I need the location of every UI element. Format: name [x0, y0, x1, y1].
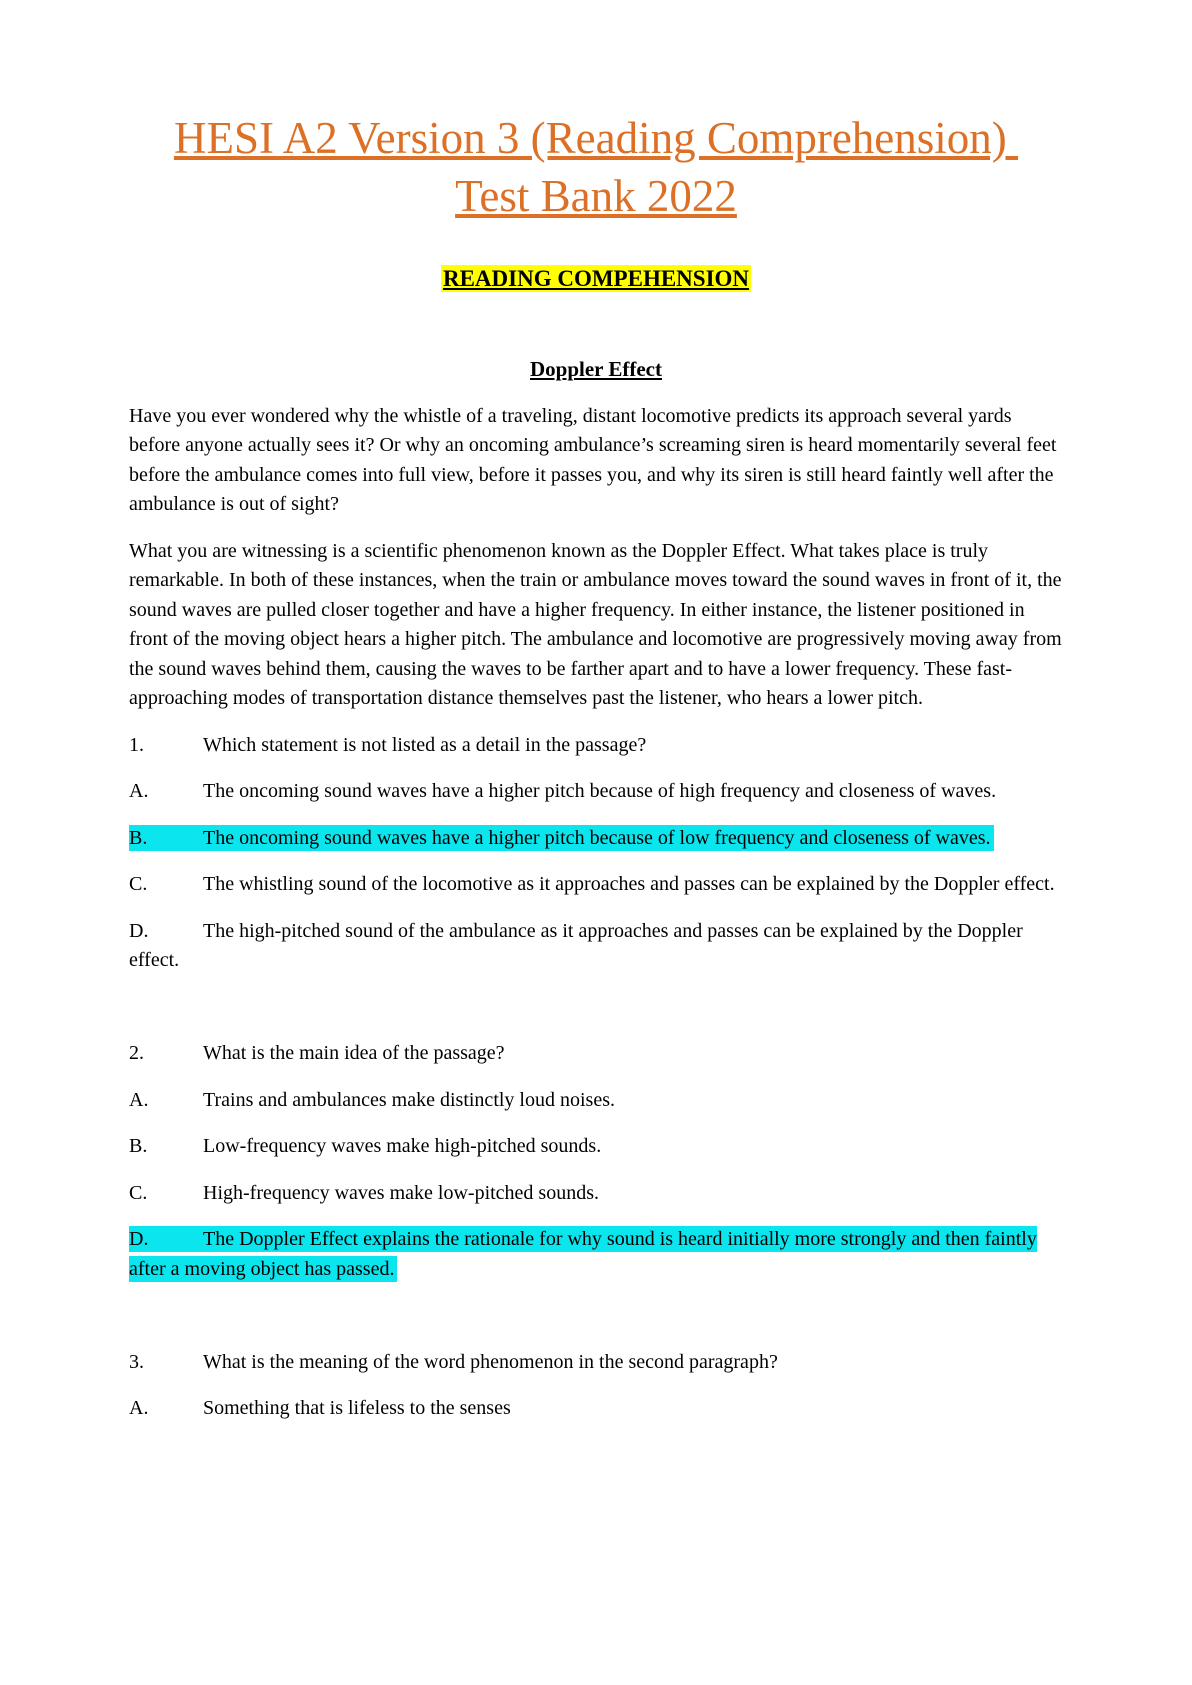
- question-2-option-a-text: Trains and ambulances make distinctly loud noises.: [203, 1088, 615, 1111]
- question-2-option-c-label: C.: [129, 1181, 148, 1204]
- question-2-option-a-label: A.: [129, 1088, 149, 1111]
- question-1-option-a-text: The oncoming sound waves have a higher pitch because of high frequency and closeness of waves.: [203, 780, 997, 802]
- document-title: [129, 109, 1063, 225]
- document-title-line-2: Test Bank 2022: [455, 171, 737, 221]
- question-2-option-a: [129, 1086, 1063, 1116]
- question-2-option-b-label: B.: [129, 1135, 148, 1157]
- question-1-option-b-label: B.: [129, 826, 148, 849]
- question-1-option-a: [129, 777, 1063, 807]
- section-heading: [129, 264, 1063, 294]
- question-1-option-c: [129, 870, 1063, 900]
- spacer: [129, 1301, 1063, 1331]
- question-2-option-b-text: Low-frequency waves make high-pitched sounds.: [203, 1135, 602, 1157]
- question-1-option-b-text: The oncoming sound waves have a higher pitch because of low frequency and closeness of waves.: [203, 826, 991, 849]
- passage-heading: Doppler Effect: [530, 357, 662, 381]
- question-2-option-d-label: D.: [129, 1228, 149, 1250]
- question-1-option-d-label: D.: [129, 919, 149, 942]
- question-2-option-c: [129, 1179, 1063, 1209]
- question-1-text: Which statement is not listed as a detail in the passage?: [203, 733, 647, 756]
- passage-paragraph-1: Have you ever wondered why the whistle of a traveling, distant locomotive predicts its approach several yards before anyone actually sees it? Or why an oncoming ambulance’s screaming siren is heard momentarily several feet before the ambulance comes into full view, before it passes you, and why its siren is still heard faintly well after the ambulance is out of sight?: [129, 404, 1057, 515]
- section-heading-highlight: READING COMPEHENSION: [442, 266, 750, 291]
- question-1-option-a-label: A.: [129, 780, 149, 802]
- question-1: [129, 731, 1063, 761]
- question-2-option-c-text: High-frequency waves make low-pitched sounds.: [203, 1181, 599, 1204]
- question-3-number: 3.: [129, 1350, 144, 1373]
- question-1-option-c-label: C.: [129, 873, 148, 895]
- question-3-option-a-text: Something that is lifeless to the senses: [203, 1397, 511, 1419]
- question-2-number: 2.: [129, 1042, 144, 1064]
- passage-paragraph-2: What you are witnessing is a scientific phenomenon known as the Doppler Effect. What takes place is truly remarkable. In both of these instances, when the train or ambulance moves toward the sound waves in front of it, the sound waves are pulled closer together and have a higher frequency. In either instance, the listener positioned in front of the moving object hears a higher pitch. The ambulance and locomotive are progressively moving away from the sound waves behind them, causing the waves to be farther apart and to have a lower frequency. These fast-approaching modes of transportation distance themselves past the listener, who hears a lower pitch.: [129, 539, 1062, 709]
- question-1-option-d-text: The high-pitched sound of the ambulance as it approaches and passes can be explained by the Doppler effect.: [129, 919, 1023, 971]
- question-1-option-c-text: The whistling sound of the locomotive as it approaches and passes can be explained by the Doppler effect.: [203, 873, 1055, 895]
- question-2-option-d: [129, 1225, 1063, 1284]
- question-3-option-a-label: A.: [129, 1397, 149, 1419]
- document-title-line-1: HESI A2 Version 3 (Reading Comprehension): [173, 113, 1019, 163]
- question-3-option-a: [129, 1394, 1063, 1424]
- question-2-option-d-text: The Doppler Effect explains the rationale for why sound is heard initially more strongly and then faintly after a moving object has passed.: [129, 1228, 1037, 1280]
- spacer: [129, 993, 1063, 1023]
- question-1-option-d: [129, 917, 1063, 976]
- question-1-number: 1.: [129, 733, 144, 756]
- question-2-text: What is the main idea of the passage?: [203, 1042, 505, 1064]
- question-1-option-b: [129, 824, 1063, 854]
- question-2-option-b: [129, 1132, 1063, 1162]
- question-3-text: What is the meaning of the word phenomenon in the second paragraph?: [203, 1350, 778, 1373]
- question-2: [129, 1039, 1063, 1069]
- question-3: [129, 1348, 1063, 1378]
